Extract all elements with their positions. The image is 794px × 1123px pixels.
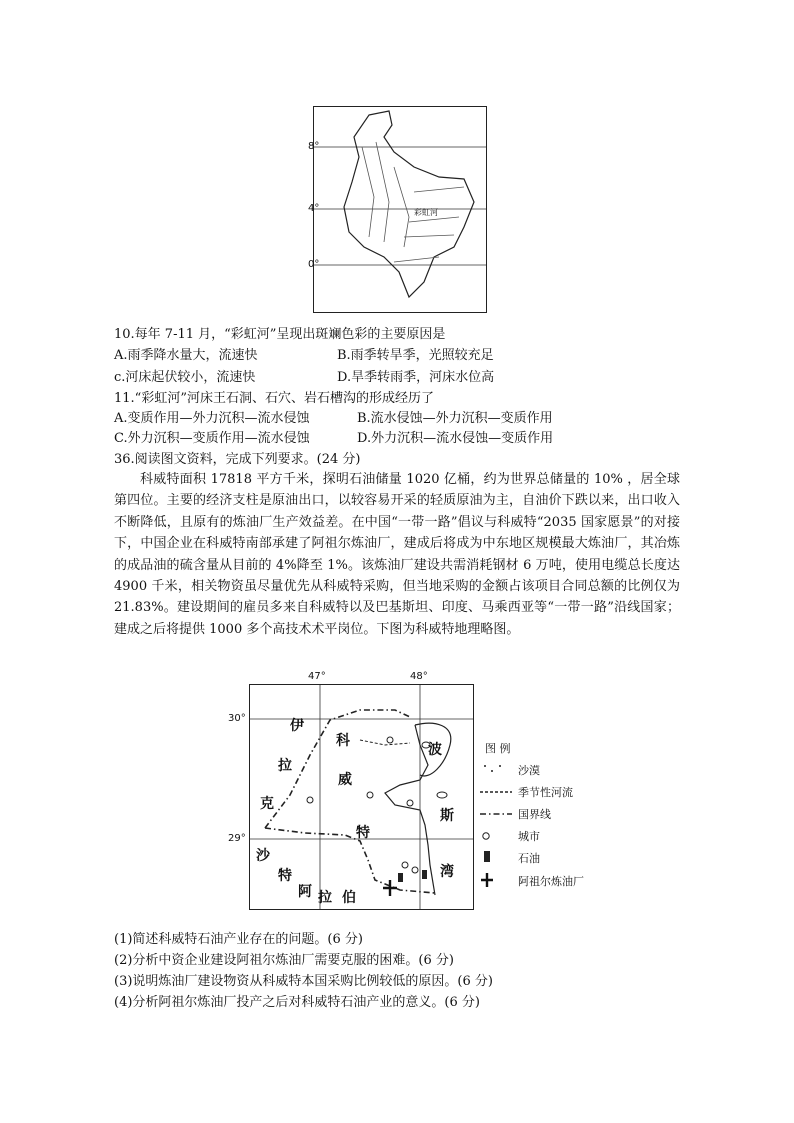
label-kuwait-2: 威	[338, 772, 352, 788]
q11-option-b: B.流水侵蚀—外力沉积—变质作用	[357, 411, 553, 426]
q11-option-c: C.外力沉积—变质作用—流水侵蚀	[114, 431, 310, 446]
legend-refinery: 阿祖尔炼油厂	[518, 875, 584, 888]
legend-city: 城市	[518, 830, 540, 843]
kuwait-lon-48: 48°	[410, 671, 428, 682]
q36-sub1: (1)简述科威特石油产业存在的问题。(6 分)	[114, 932, 363, 947]
seasonal-river-icon	[480, 786, 512, 798]
label-gulf-3: 湾	[440, 864, 454, 880]
q10-option-b: B.雨季转旱季，光照较充足	[337, 348, 494, 363]
colombia-map	[308, 106, 487, 313]
label-iraq-3: 克	[260, 796, 274, 812]
colombia-lat-0: 0°	[308, 259, 320, 270]
colombia-region-label: 彩虹河	[414, 208, 438, 217]
q36-title: 36.阅读图文资料，完成下列要求。(24 分)	[114, 452, 361, 467]
label-iraq-1: 伊	[290, 718, 304, 734]
q36-sub4: (4)分析阿祖尔炼油厂投产之后对科威特石油产业的意义。(6 分)	[114, 995, 480, 1010]
sand-icon	[480, 762, 508, 776]
legend-sand: 沙漠	[518, 764, 540, 777]
q10-stem: 10.每年 7-11 月，“彩虹河”呈现出斑斓色彩的主要原因是	[114, 327, 446, 342]
legend-seasonal-river: 季节性河流	[518, 786, 573, 799]
q36-sub2: (2)分析中资企业建设阿祖尔炼油厂需要克服的困难。(6 分)	[114, 953, 454, 968]
label-saudi-1: 沙	[256, 848, 270, 864]
colombia-lat-4: 4°	[308, 203, 320, 214]
label-kuwait-3: 特	[356, 825, 370, 841]
q11-stem: 11.“彩虹河”河床王石洞、石穴、岩石槽沟的形成经历了	[114, 391, 434, 406]
q36-sub3: (3)说明炼油厂建设物资从科威特本国采购比例较低的原因。(6 分)	[114, 974, 493, 989]
q11-option-a: A.变质作用—外力沉积—流水侵蚀	[114, 411, 310, 426]
label-saudi-3: 阿	[298, 884, 312, 900]
q36-passage: 科威特面积 17818 平方千米，探明石油储量 1020 亿桶，约为世界总储量的 10% ，居全球第四位。主要的经济支柱是原油出口，以较容易开采的轻质原油为主，自油价下跌以来，出口收入不断降低，且原有的炼油厂生产效益差。在中国“一带一路”倡议与科威特“2035 国家愿景”的对接下，中国企业在科威特南部承建了阿祖尔炼油厂，建成后将成为中东地区规模最大炼油厂，其冶炼的成品油的硫含量从目前的 4%降至 1%。该炼油厂建设共需消耗钢材 6 万吨，使用电缆总长度达 4900 千米，相关物资虽尽量优先从科威特采购，但当地采购的金额占该项目合同总额的比例仅为 21.83%。建设期间的雇员多来自科威特以及巴基斯坦、印度、马乘西亚等“一带一路”沿线国家；建成之后将提供 1000 多个高技术术平岗位。下图为科威特地理略图。	[114, 472, 680, 637]
kuwait-map-legend	[480, 740, 620, 920]
border-icon	[480, 808, 512, 820]
kuwait-map	[228, 671, 474, 910]
refinery-icon	[480, 872, 512, 888]
legend-oil: 石油	[518, 852, 540, 865]
kuwait-lat-29: 29°	[228, 833, 246, 844]
q11-option-d: D.外力沉积—流水侵蚀—变质作用	[357, 431, 554, 446]
label-kuwait-1: 科	[336, 733, 350, 749]
legend-border: 国界线	[518, 808, 551, 821]
label-saudi-4: 拉	[318, 890, 332, 906]
label-gulf-2: 斯	[440, 808, 454, 824]
legend-title: 图 例	[485, 742, 511, 755]
oil-icon	[480, 850, 512, 864]
kuwait-lon-47: 47°	[308, 671, 326, 682]
q10-option-a: A.雨季降水量大，流速快	[114, 348, 258, 363]
label-saudi-2: 特	[278, 868, 292, 884]
colombia-lat-8: 8°	[308, 141, 320, 152]
kuwait-lat-30: 30°	[228, 713, 246, 724]
city-icon	[480, 830, 512, 842]
colombia-map-drawing	[314, 107, 486, 312]
q10-option-c: c.河床起伏较小，流速快	[114, 370, 256, 385]
label-saudi-5: 伯	[342, 890, 356, 906]
label-gulf-1: 波	[428, 742, 442, 758]
label-iraq-2: 拉	[278, 758, 292, 774]
q10-option-d: D.旱季转雨季，河床水位高	[337, 370, 495, 385]
